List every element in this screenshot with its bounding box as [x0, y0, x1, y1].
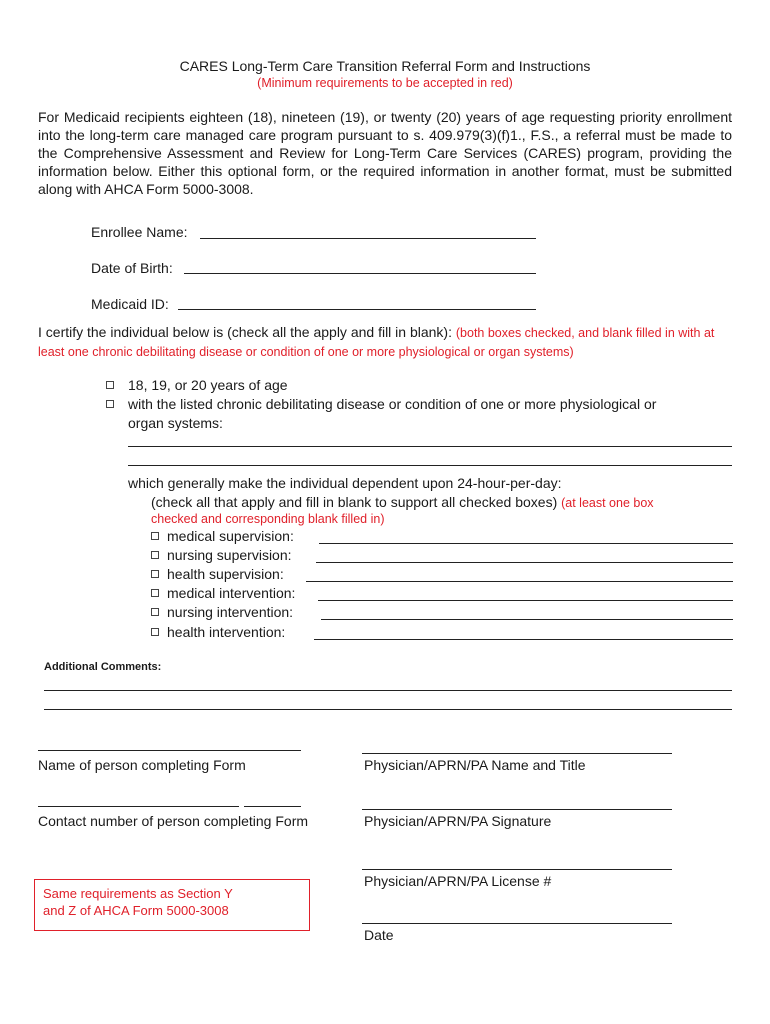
care-item: [151, 566, 284, 582]
care-item: [151, 624, 285, 640]
care-item: [151, 585, 295, 601]
form-subtitle: (Minimum requirements to be accepted in red): [257, 76, 513, 90]
dependency-instruction: [151, 494, 654, 510]
dependency-requirement-1: (at least one box: [561, 496, 654, 510]
contact-number-line-2[interactable]: [244, 806, 301, 807]
certify-requirement: (both boxes checked, and blank filled in with at least one chronic debilitating disease or condition of one or more physiological or organ systems): [38, 326, 715, 359]
physician-license-label: Physician/APRN/PA License #: [364, 873, 552, 889]
disease-blank-2[interactable]: [128, 465, 732, 466]
dependency-instruction-text: (check all that apply and fill in blank to support all checked boxes): [151, 494, 562, 510]
care-label: medical intervention:: [167, 585, 296, 601]
age-option-label: 18, 19, or 20 years of age: [128, 377, 288, 393]
physician-license-line[interactable]: [362, 869, 672, 870]
comments-label: Additional Comments:: [44, 661, 162, 673]
disease-option-label-1: with the listed chronic debilitating disease or condition of one or more physiological or: [128, 396, 657, 412]
requirements-note-box: [34, 879, 310, 931]
date-line[interactable]: [362, 923, 672, 924]
care-item: [151, 547, 292, 563]
dependency-intro: which generally make the individual dependent upon 24-hour-per-day:: [128, 475, 562, 491]
date-label: Date: [364, 927, 394, 943]
physician-signature-label: Physician/APRN/PA Signature: [364, 813, 552, 829]
name-completing-label: Name of person completing Form: [38, 757, 246, 773]
care-blank[interactable]: [318, 600, 733, 601]
dob-field[interactable]: [184, 273, 536, 274]
enrollee-name-field[interactable]: [200, 238, 536, 239]
dob-label: Date of Birth:: [91, 260, 173, 276]
care-blank[interactable]: [314, 639, 733, 640]
care-checkbox[interactable]: [151, 628, 159, 636]
enrollee-name-label: Enrollee Name:: [91, 224, 188, 240]
physician-name-label: Physician/APRN/PA Name and Title: [364, 757, 586, 773]
care-label: nursing intervention:: [167, 604, 294, 620]
care-checkbox[interactable]: [151, 551, 159, 559]
disease-blank-1[interactable]: [128, 446, 732, 447]
care-checkbox[interactable]: [151, 589, 159, 597]
care-checkbox[interactable]: [151, 532, 159, 540]
care-blank[interactable]: [306, 581, 733, 582]
care-label: nursing supervision:: [167, 547, 292, 563]
disease-option-label-2: organ systems:: [128, 415, 223, 431]
physician-signature-line[interactable]: [362, 809, 672, 810]
care-blank[interactable]: [319, 543, 733, 544]
form-title: CARES Long-Term Care Transition Referral Form and Instructions: [179, 58, 591, 74]
intro-paragraph: For Medicaid recipients eighteen (18), nineteen (19), or twenty (20) years of age requesting priority enrollment into the long-term care managed care program pursuant to s. 409.979(3)(f)1., F.S., a referral must be made to the Comprehensive Assessment and Review for Long-Term Care Services (CARES) program, providing the information below. Either this optional form, or the required information in another format, must be submitted along with AHCA Form 5000-3008.: [38, 109, 732, 197]
care-blank[interactable]: [321, 619, 733, 620]
requirements-note-line-1: Same requirements as Section Y: [43, 886, 233, 901]
contact-number-line-1[interactable]: [38, 806, 239, 807]
medicaid-id-field[interactable]: [178, 309, 536, 310]
certify-statement: [38, 323, 734, 361]
comments-line-1[interactable]: [44, 690, 732, 691]
certify-text: I certify the individual below is (check all the apply and fill in blank):: [38, 324, 456, 340]
care-label: medical supervision:: [167, 528, 294, 544]
requirements-note-line-2: and Z of AHCA Form 5000-3008: [43, 903, 229, 918]
physician-name-line[interactable]: [362, 753, 672, 754]
dependency-requirement-2: checked and corresponding blank filled in): [151, 512, 385, 526]
care-blank[interactable]: [316, 562, 733, 563]
care-item: [151, 528, 294, 544]
contact-number-label: Contact number of person completing Form: [38, 813, 309, 829]
care-label: health supervision:: [167, 566, 284, 582]
name-completing-line[interactable]: [38, 750, 301, 751]
comments-line-2[interactable]: [44, 709, 732, 710]
medicaid-id-label: Medicaid ID:: [91, 296, 169, 312]
care-checkbox[interactable]: [151, 570, 159, 578]
care-checkbox[interactable]: [151, 608, 159, 616]
care-item: [151, 604, 293, 620]
care-label: health intervention:: [167, 624, 286, 640]
age-checkbox[interactable]: [106, 381, 114, 389]
disease-checkbox[interactable]: [106, 400, 114, 408]
